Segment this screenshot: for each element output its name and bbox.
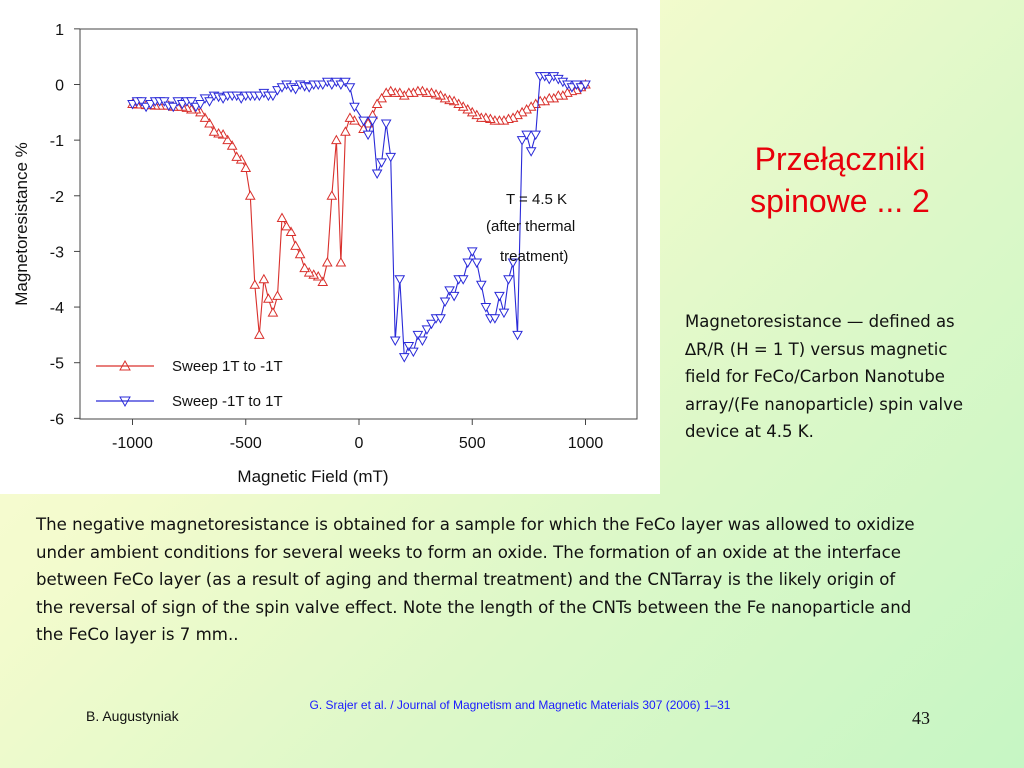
slide-title-line-2: spinowe ... 2	[750, 183, 930, 219]
annotation-line-2: (after thermal	[486, 218, 576, 235]
y-tick-label: -2	[49, 188, 64, 206]
x-tick-label: -500	[229, 435, 262, 452]
y-tick-label: 1	[55, 21, 64, 39]
chart-svg	[0, 0, 660, 494]
x-tick-label: 1000	[567, 435, 604, 452]
citation-reference: G. Srajer et al. / Journal of Magnetism and Magnetic Materials 307 (2006) 1–31	[309, 698, 731, 712]
y-tick-label: -4	[49, 300, 64, 318]
author-footer: B. Augustyniak	[86, 708, 179, 724]
x-tick-label: 500	[458, 435, 486, 452]
y-tick-label: -5	[49, 355, 64, 373]
legend-label-sweep-2: Sweep -1T to 1T	[172, 393, 283, 410]
x-axis-ticks	[112, 419, 603, 452]
x-axis-title: Magnetic Field (mT)	[237, 467, 389, 486]
y-tick-label: -3	[49, 244, 64, 262]
figure-caption: Magnetoresistance — defined as ∆R/R (H = 1 T) versus magnetic field for FeCo/Carbon Nanotube array/(Fe nanoparticle) spin valve device at 4.5 K.	[685, 312, 964, 441]
slide-title-line-1: Przełączniki	[754, 141, 926, 177]
annotation-line-1: T = 4.5 K	[506, 191, 568, 208]
x-tick-label: -1000	[112, 435, 153, 452]
x-tick-label: 0	[354, 435, 364, 452]
slide-title	[690, 138, 990, 222]
annotation-line-3: treatment)	[500, 248, 569, 265]
chart-figure	[0, 0, 660, 494]
y-axis-title: Magnetoresistance %	[12, 142, 31, 306]
y-tick-label: -6	[49, 411, 64, 429]
body-paragraph: The negative magnetoresistance is obtained for a sample for which the FeCo layer was allowed to oxidize under ambient conditions for several weeks to form an oxide. The formation of an oxide at the interface between FeCo layer (as a result of aging and thermal treatment) and the CNTarray is the likely origin of the reversal of sign of the spin valve effect. Note the length of the CNTs between the Fe nanoparticle and the FeCo layer is 7 mm..	[36, 515, 915, 645]
y-axis-ticks	[50, 22, 80, 428]
y-tick-label: -1	[49, 133, 64, 151]
legend-label-sweep-1: Sweep 1T to -1T	[172, 358, 283, 375]
page-number: 43	[912, 708, 930, 728]
y-tick-label: 0	[55, 77, 64, 95]
